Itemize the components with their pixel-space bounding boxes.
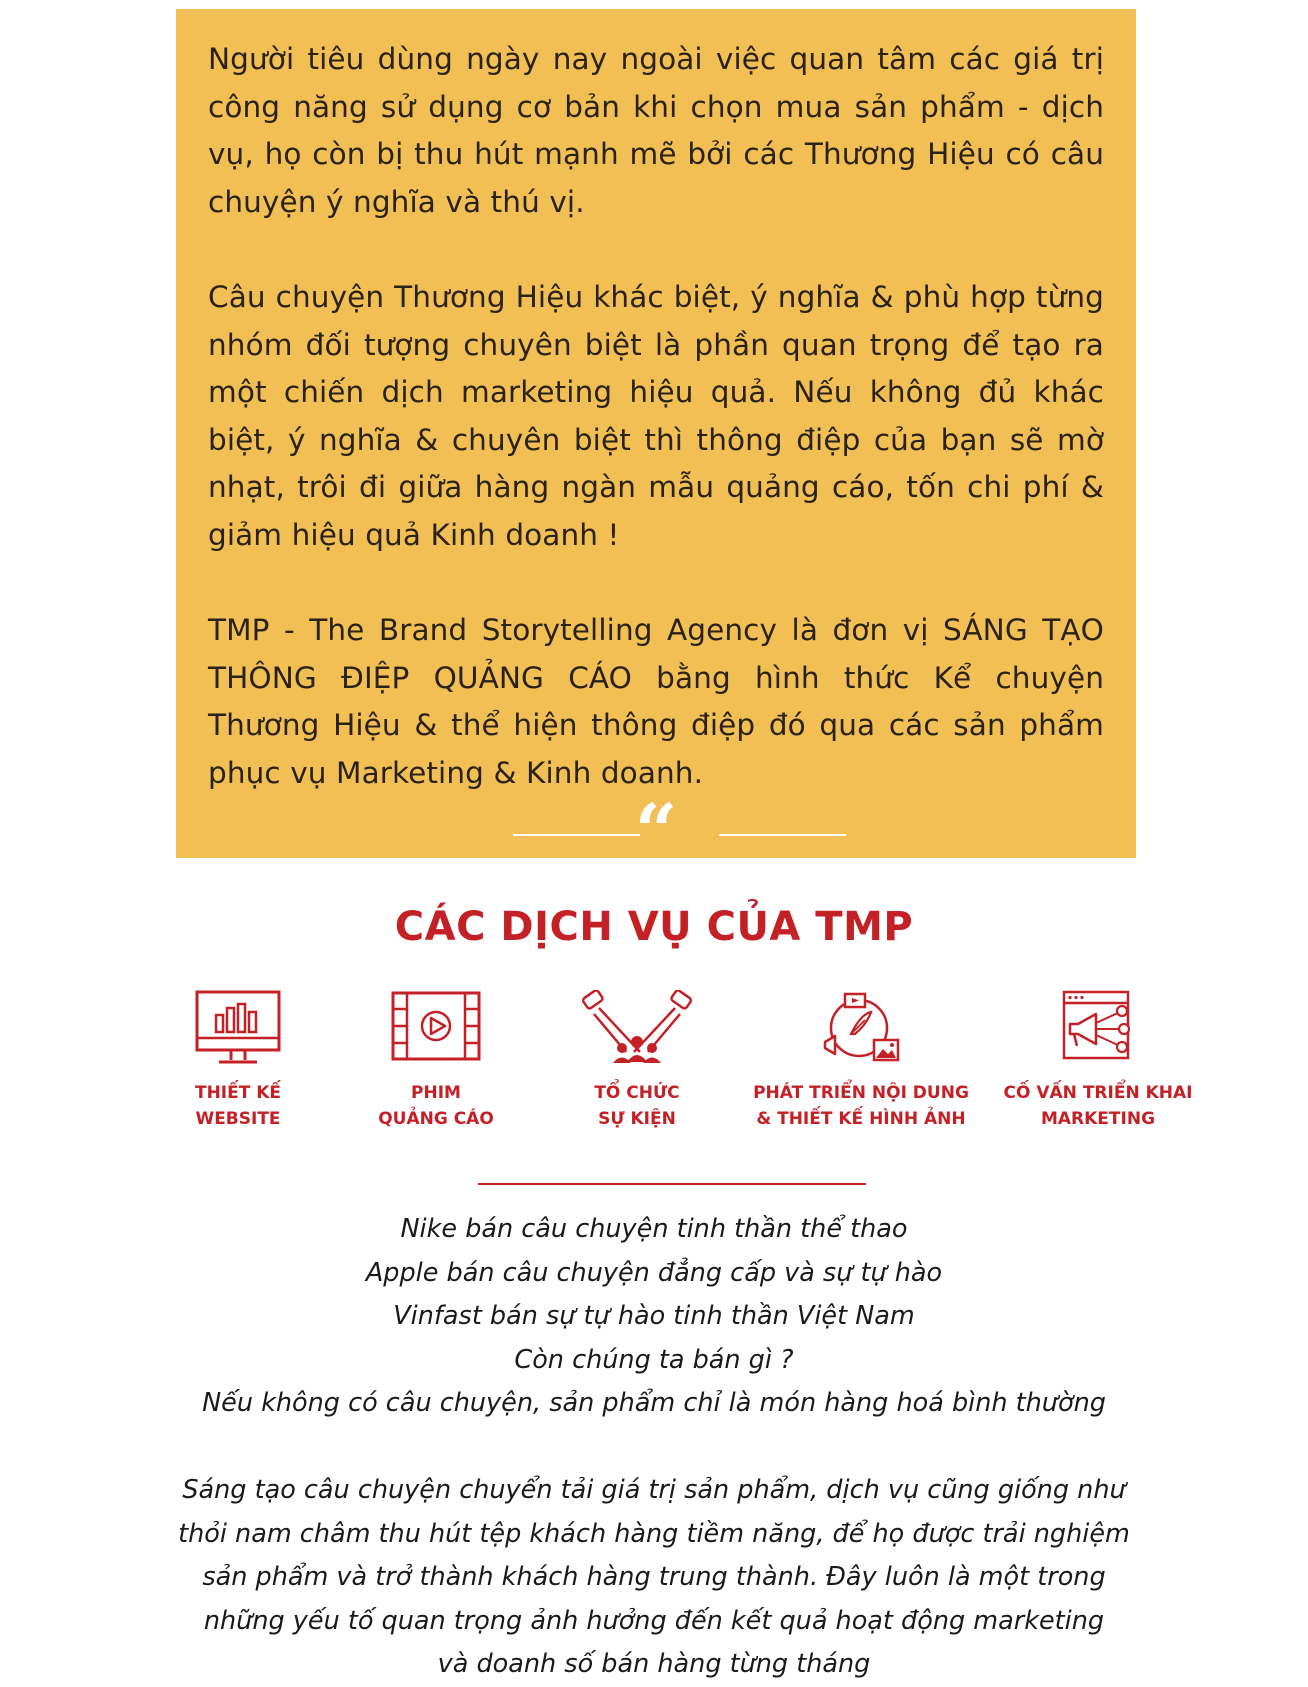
service-label-line2: QUẢNG CÁO [378, 1109, 494, 1129]
service-label-line2: & THIẾT KẾ HÌNH ẢNH [756, 1109, 966, 1129]
quote-mark-icon: “ [634, 789, 678, 875]
quote-ornament [176, 789, 1136, 875]
intro-box [176, 9, 1136, 875]
closing-paragraph [172, 1469, 1136, 1687]
service-label-line1: TỔ CHỨC [594, 1083, 680, 1103]
quote-divider-left [513, 834, 640, 836]
quote-line: Nike bán câu chuyện tinh thần thể thao [400, 1214, 908, 1244]
service-film [361, 990, 511, 1132]
services-title: CÁC DỊCH VỤ CỦA TMP [394, 904, 914, 950]
service-label-line2: WEBSITE [195, 1109, 281, 1129]
closing-line: sản phẩm và trở thành khách hàng trung thành. Đây luôn là một trong [202, 1562, 1106, 1592]
quote-line: Vinfast bán sự tự hào tinh thần Việt Nam [393, 1301, 915, 1331]
quote-line: Apple bán câu chuyện đẳng cấp và sự tự hào [365, 1257, 943, 1288]
quote-line: Còn chúng ta bán gì ? [514, 1344, 794, 1375]
monitor-chart-icon [195, 990, 281, 1066]
service-label-line1: PHÁT TRIỂN NỘI DUNG [753, 1083, 969, 1103]
intro-paragraph-1: Người tiêu dùng ngày nay ngoài việc quan tâm các giá trị công năng sử dụng cơ bản khi chọn mua sản phẩm - dịch vụ, họ còn bị thu hút mạnh mẽ bởi các Thương Hiệu có câu chuyện ý nghĩa và thú vị. [208, 42, 1104, 219]
megaphone-browser-icon [1058, 990, 1138, 1066]
service-label-line1: CỐ VẤN TRIỂN KHAI [1003, 1083, 1193, 1103]
closing-line: và doanh số bán hàng từng tháng [437, 1649, 871, 1679]
service-label-line1: PHIM [411, 1083, 461, 1103]
service-content [747, 990, 975, 1132]
closing-line: những yếu tố quan trọng ảnh hưởng đến kết quả hoạt động marketing [203, 1605, 1105, 1636]
service-label-line2: SỰ KIỆN [598, 1109, 676, 1129]
content-creation-icon [821, 990, 901, 1066]
service-website [168, 990, 308, 1132]
spotlight-audience-icon [582, 990, 692, 1066]
intro-paragraph-3: TMP - The Brand Storytelling Agency là đơn vị SÁNG TẠO THÔNG ĐIỆP QUẢNG CÁO bằng hình thức Kể chuyện Thương Hiệu & thể hiện thông điệp đó qua các sản phẩm phục vụ Marketing & Kinh doanh. [208, 613, 1104, 790]
service-label-line2: MARKETING [1040, 1109, 1156, 1129]
service-label-line1: THIẾT KẾ [194, 1083, 282, 1103]
service-events [577, 990, 697, 1132]
film-play-icon [391, 990, 481, 1066]
quote-divider-right [719, 834, 846, 836]
section-divider [478, 1183, 866, 1185]
quote-line: Nếu không có câu chuyện, sản phẩm chỉ là món hàng hoá bình thường [202, 1388, 1106, 1418]
intro-paragraph-2: Câu chuyện Thương Hiệu khác biệt, ý nghĩa & phù hợp từng nhóm đối tượng chuyên biệt là phần quan trọng để tạo ra một chiến dịch marketing hiệu quả. Nếu không đủ khác biệt, ý nghĩa & chuyên biệt thì thông điệp của bạn sẽ mờ nhạt, trôi đi giữa hàng ngàn mẫu quảng cáo, tốn chi phí & giảm hiệu quả Kinh doanh ! [208, 280, 1104, 552]
service-marketing [998, 990, 1198, 1132]
closing-line: Sáng tạo câu chuyện chuyển tải giá trị sản phẩm, dịch vụ cũng giống như [182, 1475, 1126, 1505]
brand-quotes [0, 1208, 1308, 1426]
closing-line: thỏi nam châm thu hút tệp khách hàng tiềm năng, để họ được trải nghiệm [178, 1518, 1130, 1549]
